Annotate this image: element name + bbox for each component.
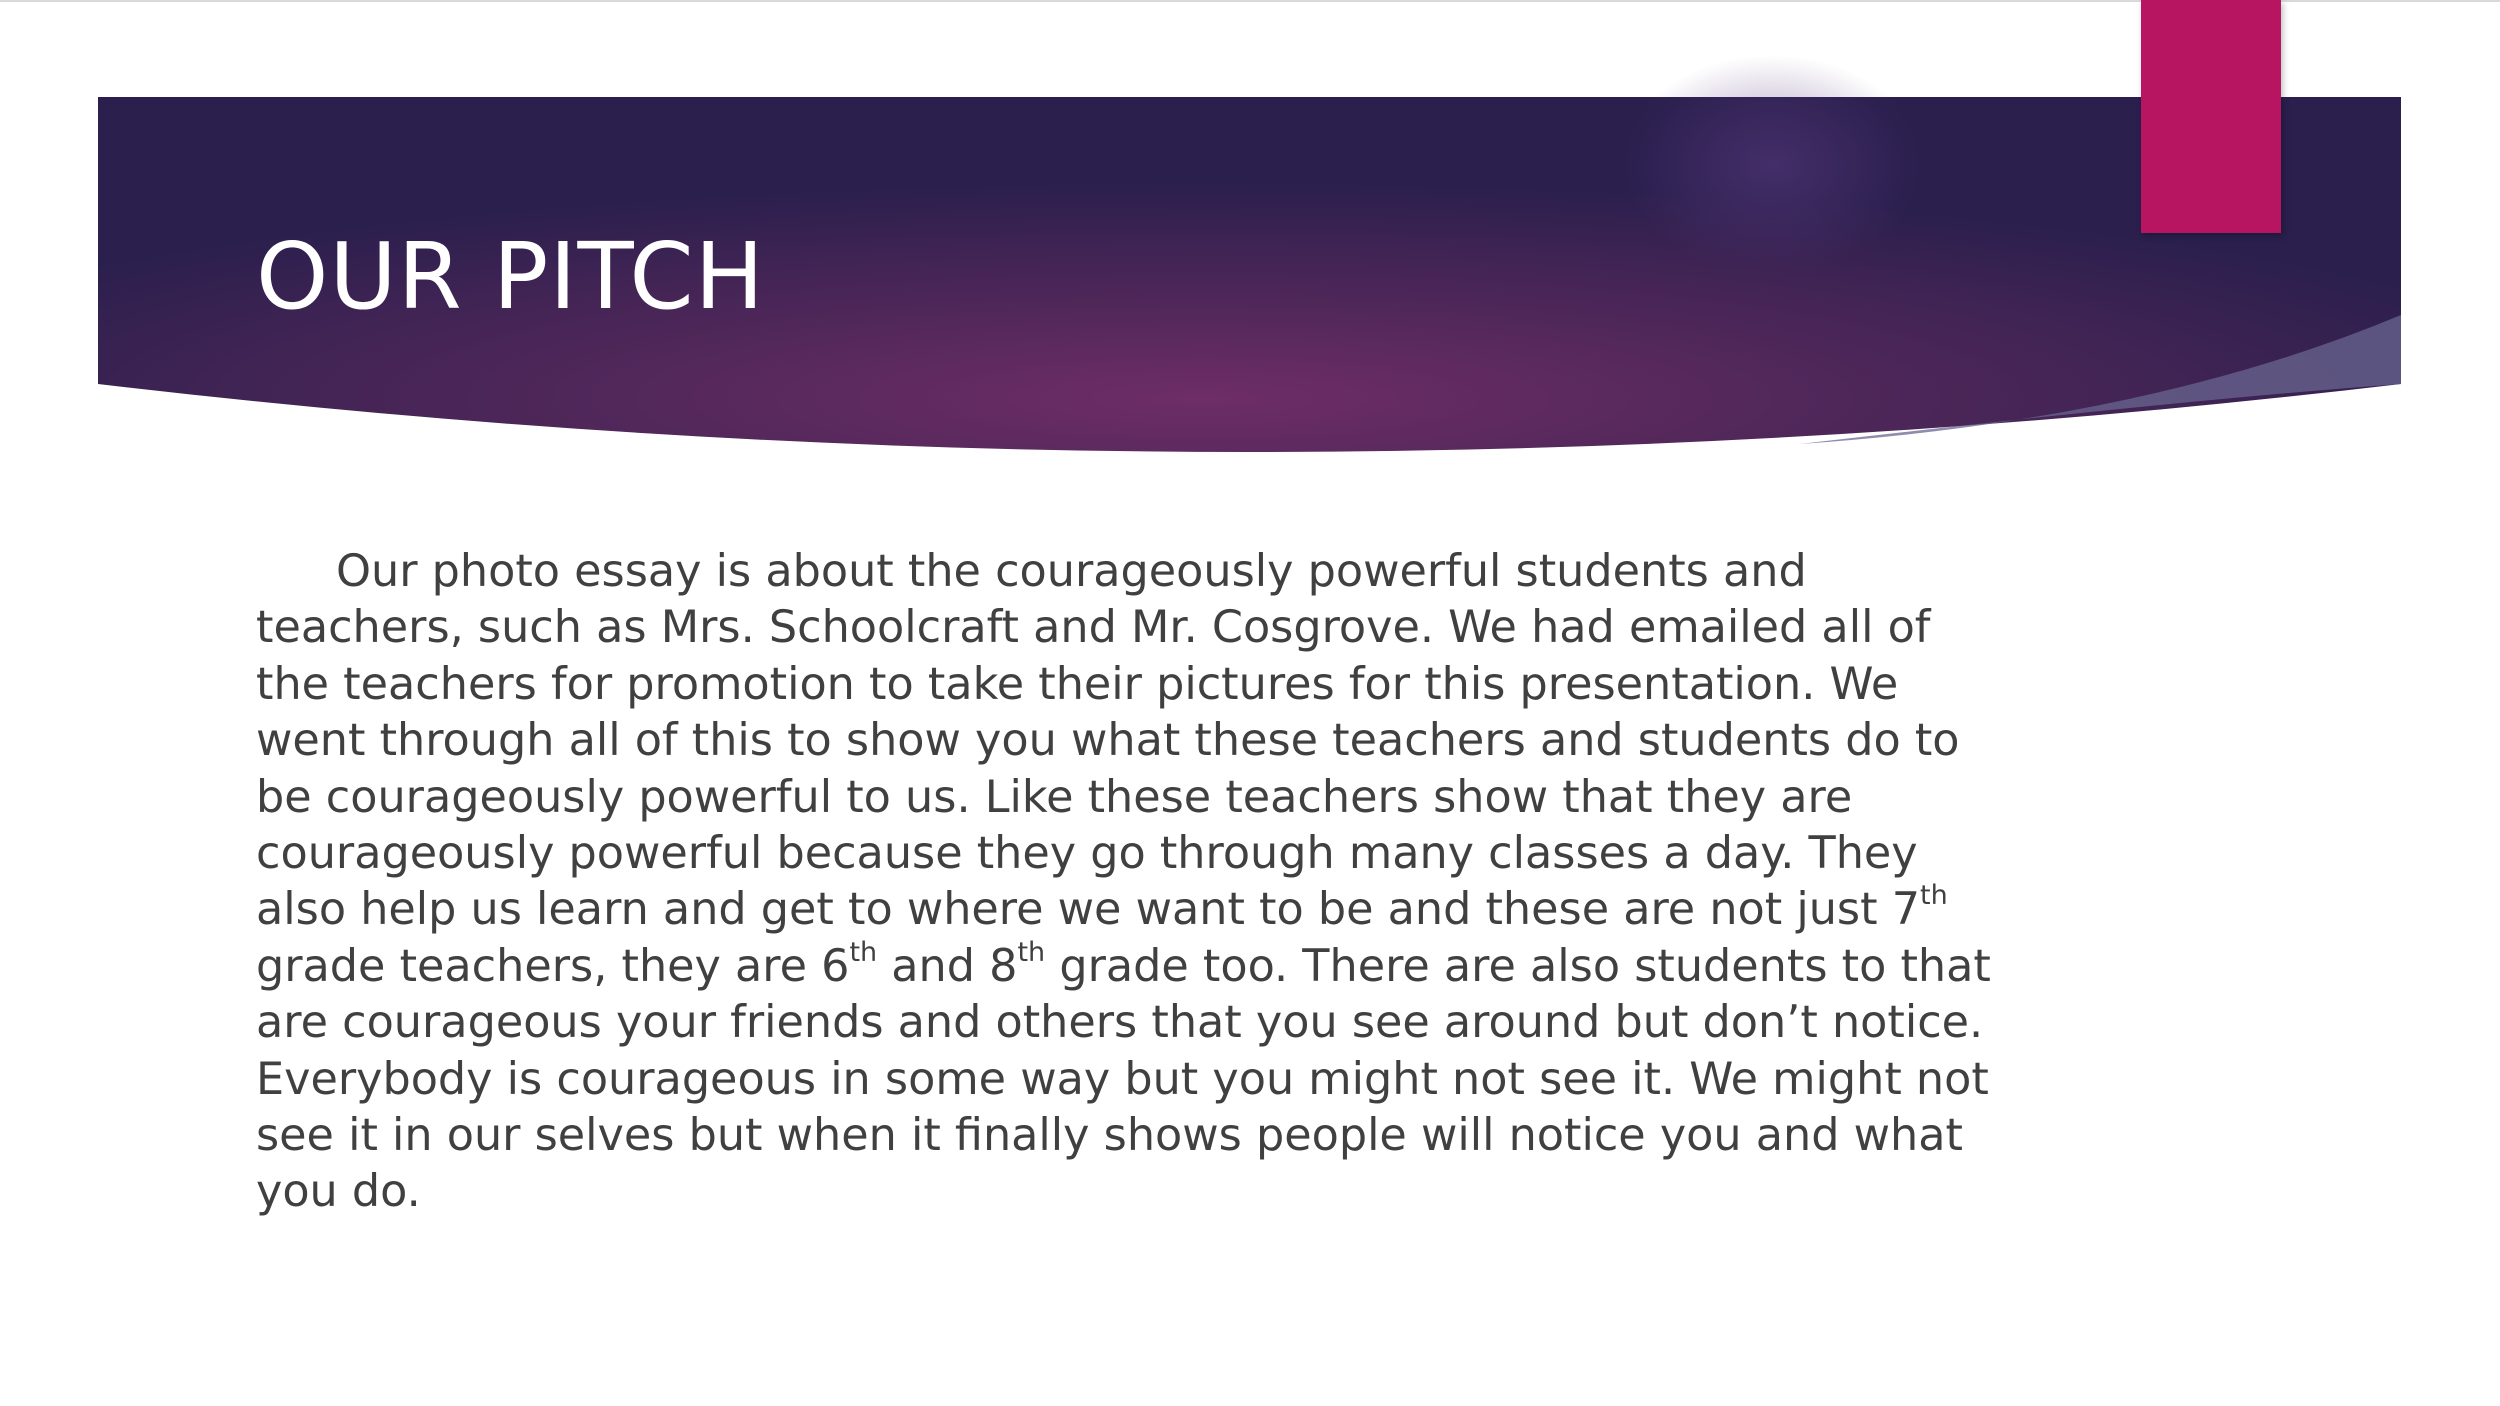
body-line: Our photo essay is about the courageously powerful students and [336,546,1807,597]
slide-title: OUR PITCH [256,223,765,330]
body-line: the teachers for promotion to take their pictures for this presentation. We [256,658,1899,710]
body-line-text: and 8 [877,940,1018,992]
body-line: courageously powerful because they go through many classes a day. They [256,828,1918,880]
accent-tab [2141,0,2281,233]
body-line-text: grade too. There are also students to that [1045,940,1991,992]
body-text [256,544,2056,1221]
body-line: you do. [256,1166,421,1218]
body-line [256,936,2056,995]
body-line [256,882,2056,938]
superscript: th [1920,880,1948,912]
superscript: th [1017,936,1046,968]
superscript: th [849,936,878,968]
body-line: be courageously powerful to us. Like these teachers show that they are [256,771,1853,823]
body-line-text: also help us learn and get to where we want to be and these are not just 7 [256,884,1921,936]
body-line: went through all of this to show you what these teachers and students do to [256,715,1960,767]
body-line: are courageous your friends and others that you see around but don’t notice. [256,997,1984,1049]
body-line: teachers, such as Mrs. Schoolcraft and Mr. Cosgrove. We had emailed all of [256,602,1931,654]
body-line-text: grade teachers, they are 6 [256,940,850,992]
body-line: see it in our selves but when it finally shows people will notice you and what [256,1110,1963,1162]
body-line: Everybody is courageous in some way but you might not see it. We might not [256,1053,1989,1105]
